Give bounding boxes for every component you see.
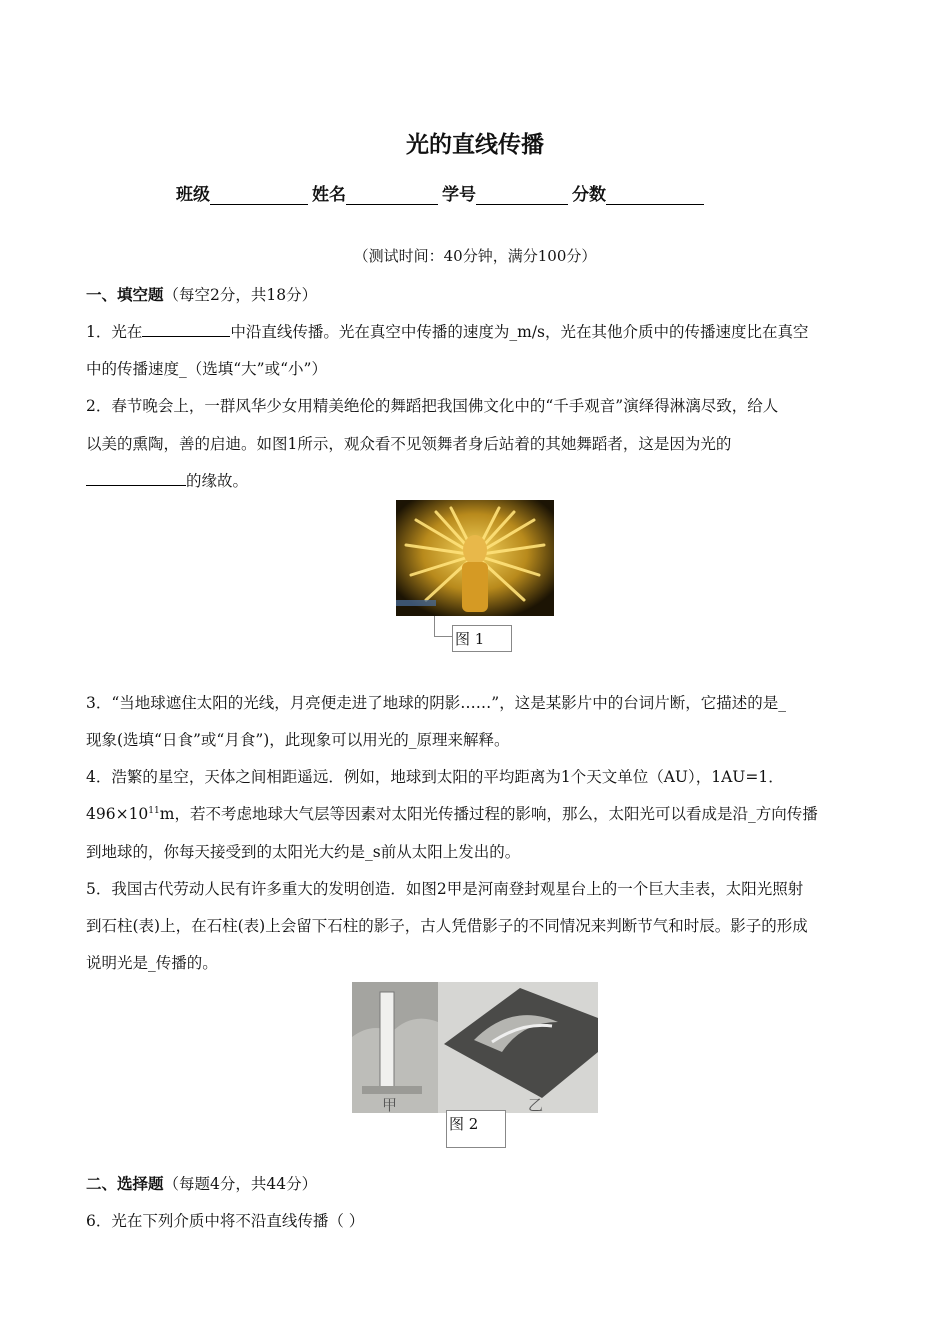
figure-2-label-right: 乙 bbox=[528, 1096, 544, 1113]
q5-line2: 到石柱(表)上，在石柱(表)上会留下石柱的影子，古人凭借影子的不同情况来判断节气和时辰。影子的形成 bbox=[86, 917, 808, 935]
q2-text-c: 的缘故。 bbox=[186, 472, 249, 490]
q4-text-b: m，若不考虑地球大气层等因素对太阳光传播过程的影响，那么，太阳光可以看成是沿_方向传播 bbox=[159, 805, 818, 823]
q3-line1: 3．“当地球遮住太阳的光线，月亮便走进了地球的阴影……”，这是某影片中的台词片断，它描述的是_ bbox=[86, 694, 786, 712]
score-label: 分数 bbox=[572, 185, 606, 205]
section2-points: （每题4分，共44分） bbox=[163, 1175, 318, 1193]
q2-line2: 以美的熏陶，善的启迪。如图1所示，观众看不见领舞者身后站着的其她舞蹈者，这是因为光的 bbox=[86, 435, 732, 453]
class-label: 班级 bbox=[176, 185, 210, 205]
section1-points: （每空2分，共18分） bbox=[163, 286, 318, 304]
q1-blank bbox=[142, 322, 230, 337]
q1-text-b: 中沿直线传播。光在真空中传播的速度为_m/s，光在其他介质中的传播速度比在真空 bbox=[230, 323, 809, 341]
q1-line2: 中的传播速度_（选填“大”或“小”） bbox=[86, 360, 327, 378]
figure-2-image bbox=[352, 982, 598, 1113]
figure-1-image bbox=[396, 500, 554, 616]
figure-2-caption bbox=[446, 1110, 506, 1148]
name-label: 姓名 bbox=[312, 185, 346, 205]
gnomon-photos bbox=[352, 982, 598, 1113]
q2-blank bbox=[86, 471, 186, 486]
q5-line3: 说明光是_传播的。 bbox=[86, 954, 218, 972]
student-info-row bbox=[176, 180, 708, 205]
id-blank bbox=[476, 184, 568, 205]
score-blank bbox=[606, 184, 704, 205]
class-blank bbox=[210, 184, 308, 205]
figure-2-caption-text: 图 2 bbox=[449, 1115, 479, 1133]
q4-line1: 4．浩繁的星空，天体之间相距遥远．例如，地球到太阳的平均距离为1个天文单位（AU），1AU=1． bbox=[86, 768, 784, 786]
q2-line1: 2．春节晚会上，一群风华少女用精美绝伦的舞蹈把我国佛文化中的“千手观音”演绎得淋漓尽致，给人 bbox=[86, 397, 779, 415]
figure-1-caption-text: 图 1 bbox=[455, 630, 485, 648]
page-title: 光的直线传播 bbox=[406, 132, 544, 158]
q3-line2: 现象(选填“日食”或“月食”)，此现象可以用光的_原理来解释。 bbox=[86, 731, 510, 749]
q6-line: 6．光在下列介质中将不沿直线传播（ ） bbox=[86, 1212, 365, 1230]
figure-2-label-left: 甲 bbox=[382, 1096, 398, 1113]
section2-title: 二、选择题 bbox=[86, 1175, 164, 1193]
q2-line3 bbox=[86, 469, 248, 491]
q1-text-a: 1．光在 bbox=[86, 323, 143, 341]
q4-number: 496×10 bbox=[86, 805, 149, 823]
name-blank bbox=[346, 184, 438, 205]
test-note: （测试时间：40分钟，满分100分） bbox=[353, 247, 597, 265]
section1-heading bbox=[86, 283, 317, 305]
section1-title: 一、填空题 bbox=[86, 286, 164, 304]
q4-exponent: 11 bbox=[148, 806, 160, 816]
figure-1-connector bbox=[434, 616, 453, 637]
id-label: 学号 bbox=[442, 185, 476, 205]
q5-line1: 5．我国古代劳动人民有许多重大的发明创造．如图2甲是河南登封观星台上的一个巨大圭表，太阳光照射 bbox=[86, 880, 804, 898]
q1-line1 bbox=[86, 320, 809, 342]
q4-line2 bbox=[86, 802, 818, 824]
thousand-hand-dancer-photo bbox=[396, 500, 554, 616]
figure-1-caption bbox=[452, 625, 512, 652]
q4-line3: 到地球的，你每天接受到的太阳光大约是_s前从太阳上发出的。 bbox=[86, 843, 521, 861]
section2-heading bbox=[86, 1172, 317, 1194]
